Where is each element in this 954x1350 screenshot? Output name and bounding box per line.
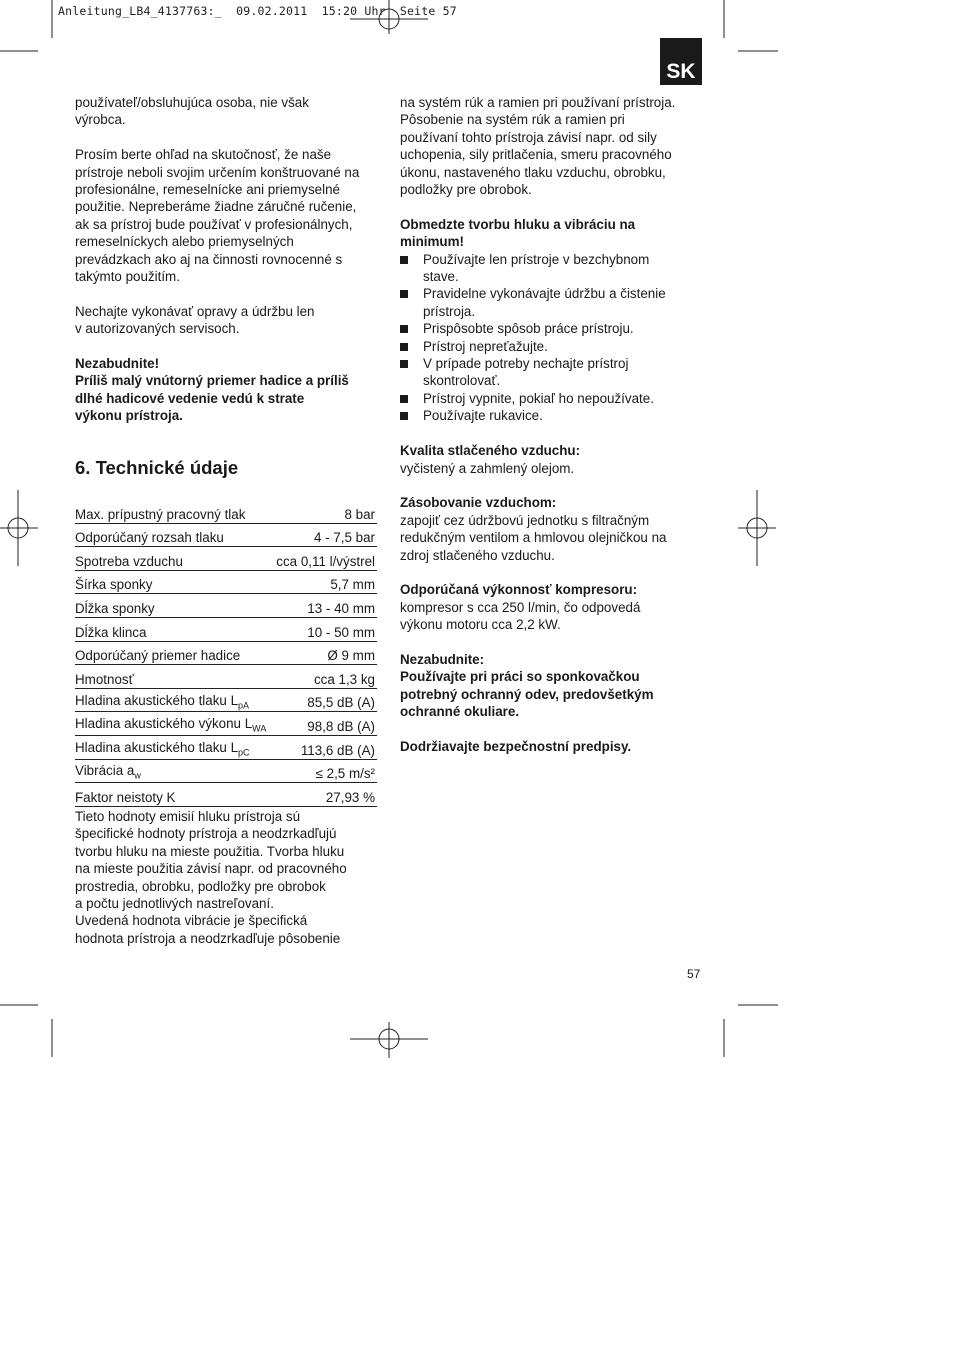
spec-value: cca 0,11 l/výstrel	[273, 547, 377, 571]
noise-bullet-list	[400, 251, 700, 425]
right-p1-line: používaní tohto prístroja závisí napr. od sily	[400, 129, 657, 145]
table-row	[75, 523, 377, 547]
list-item-text: Používajte len prístroje v bezchybnom	[423, 251, 650, 267]
emission-line: Tieto hodnoty emisií hluku prístroja sú	[75, 809, 301, 824]
spec-label: Odporúčaný priemer hadice	[75, 641, 273, 665]
list-item	[400, 390, 700, 407]
list-item	[400, 338, 700, 355]
bullet-square-icon	[400, 343, 408, 351]
list-item-text: skontrolovať.	[423, 373, 501, 389]
table-row	[75, 759, 377, 783]
reminder-line: ochranné okuliare.	[400, 704, 520, 720]
page-number: 57	[687, 967, 701, 981]
left-warning-line: výkonu prístroja.	[75, 408, 183, 424]
print-slug: Anleitung_LB4_4137763:_ 09.02.2011 15:20 Uhr Seite 57	[58, 4, 457, 18]
spec-value: 5,7 mm	[273, 570, 377, 594]
list-item	[400, 320, 700, 337]
compressor-line: výkonu motoru cca 2,2 kW.	[400, 617, 561, 633]
table-row	[75, 783, 377, 807]
left-p2-line: Prosím berte ohľad na skutočnosť, že naše	[75, 147, 332, 163]
list-item	[400, 251, 700, 286]
reminder-line: potrebný ochranný odev, predovšetkým	[400, 686, 654, 702]
list-item	[400, 285, 700, 320]
right-p1-line: uchopenia, sily pritlačenia, smeru pracovného	[400, 147, 672, 163]
compressor-title: Odporúčaná výkonnosť kompresoru:	[400, 582, 638, 598]
list-item-text: Prístroj nepreťažujte.	[423, 338, 548, 354]
list-item-text: prístroja.	[423, 303, 476, 319]
spec-label: Šírka sponky	[75, 570, 273, 594]
bullet-square-icon	[400, 325, 408, 333]
left-p2-line: remeselníckych alebo priemyselných	[75, 234, 294, 250]
spec-label-subscript: w	[134, 771, 141, 782]
table-row	[75, 594, 377, 618]
bullet-square-icon	[400, 360, 408, 368]
spec-value: 113,6 dB (A)	[273, 735, 377, 759]
language-code: SK	[666, 60, 696, 83]
left-column-emissions	[75, 808, 380, 947]
spec-label	[75, 712, 273, 736]
spec-label	[75, 735, 273, 759]
spec-label: Odporúčaný rozsah tlaku	[75, 523, 273, 547]
spec-value: 4 - 7,5 bar	[273, 523, 377, 547]
air-quality-text: vyčistený a zahmlený olejom.	[400, 460, 575, 476]
spec-label: Faktor neistoty K	[75, 783, 273, 807]
language-badge	[660, 38, 702, 85]
table-row	[75, 500, 377, 523]
safety-final: Dodržiavajte bezpečnostní predpisy.	[400, 738, 632, 754]
spec-value: 10 - 50 mm	[273, 617, 377, 641]
spec-label-subscript: pA	[238, 700, 250, 711]
spec-label: Spotreba vzduchu	[75, 547, 273, 571]
left-p1-line: používateľ/obsluhujúca osoba, nie však	[75, 95, 309, 110]
left-p2-line: prístroje neboli svojim určením konštruované na	[75, 164, 360, 180]
spec-value: 85,5 dB (A)	[273, 688, 377, 712]
spec-value: cca 1,3 kg	[273, 665, 377, 689]
air-supply-line: redukčným ventilom a hmlovou olejničkou na	[400, 530, 667, 546]
left-warning-line: dlhé hadicové vedenie vedú k strate	[75, 390, 305, 406]
left-p1-line: výrobca.	[75, 112, 126, 128]
table-row	[75, 641, 377, 665]
emission-line: a počtu jednotlivých nastreľovaní.	[75, 896, 274, 912]
right-p1-line: podložky pre obrobok.	[400, 182, 532, 198]
spec-label-text: Vibrácia a	[75, 763, 135, 779]
air-supply-line: zapojiť cez údržbovú jednotku s filtračným	[400, 512, 650, 528]
spec-value: 8 bar	[273, 500, 377, 523]
right-column	[400, 94, 700, 755]
bullet-square-icon	[400, 412, 408, 420]
spec-label: Hmotnosť	[75, 665, 273, 689]
list-item-text: Prispôsobte spôsob práce prístroju.	[423, 321, 634, 337]
right-p1-line: úkonu, nastaveného tlaku vzduchu, obrobku,	[400, 164, 666, 180]
left-p2-line: takýmto použitím.	[75, 269, 180, 285]
section-title: 6. Technické údaje	[75, 457, 239, 478]
spec-label: Dĺžka klinca	[75, 617, 273, 641]
reminder-line: Používajte pri práci so sponkovačkou	[400, 669, 640, 685]
left-p3-line: v autorizovaných servisoch.	[75, 321, 240, 337]
right-p1-line: na systém rúk a ramien pri používaní prístroja.	[400, 95, 676, 110]
bullet-square-icon	[400, 256, 408, 264]
spec-label-subscript: pC	[238, 747, 250, 758]
left-p3-line: Nechajte vykonávať opravy a údržbu len	[75, 303, 315, 319]
spec-label	[75, 759, 273, 783]
spec-value: 13 - 40 mm	[273, 594, 377, 618]
table-row	[75, 570, 377, 594]
table-row	[75, 688, 377, 712]
section-heading	[75, 457, 238, 479]
emission-line: špecifické hodnoty prístroja a neodzrkadľujú	[75, 826, 337, 842]
spec-label: Max. prípustný pracovný tlak	[75, 500, 273, 523]
left-p2-line: ak sa prístroj bude používať v profesionálnych,	[75, 216, 353, 232]
table-row	[75, 617, 377, 641]
spec-table	[75, 500, 377, 807]
noise-title: minimum!	[400, 234, 464, 250]
table-row	[75, 712, 377, 736]
emission-line: hodnota prístroja a neodzrkadľuje pôsobenie	[75, 930, 341, 946]
spec-value: 98,8 dB (A)	[273, 712, 377, 736]
noise-title: Obmedzte tvorbu hluku a vibráciu na	[400, 216, 636, 232]
spec-label-text: Hladina akustického tlaku L	[75, 739, 239, 755]
spec-value: 27,93 %	[273, 783, 377, 807]
bullet-square-icon	[400, 290, 408, 298]
bullet-square-icon	[400, 395, 408, 403]
spec-label: Dĺžka sponky	[75, 594, 273, 618]
table-row	[75, 547, 377, 571]
left-p2-line: profesionálne, remeselnícke ani priemyselné	[75, 182, 340, 198]
left-warning-line: Príliš malý vnútorný priemer hadice a príliš	[75, 373, 349, 389]
spec-label-text: Hladina akustického tlaku L	[75, 692, 239, 708]
spec-label	[75, 688, 273, 712]
compressor-line: kompresor s cca 250 l/min, čo odpovedá	[400, 599, 641, 615]
air-quality-title: Kvalita stlačeného vzduchu:	[400, 443, 581, 459]
air-supply-line: zdroj stlačeného vzduchu.	[400, 547, 555, 563]
spec-label-text: Hladina akustického výkonu L	[75, 716, 253, 732]
list-item	[400, 407, 700, 424]
list-item-text: Používajte rukavice.	[423, 408, 543, 424]
table-row	[75, 665, 377, 689]
list-item-text: Prístroj vypnite, pokiaľ ho nepoužívate.	[423, 390, 654, 406]
emission-line: na mieste použitia závisí napr. od pracovného	[75, 861, 347, 877]
emission-line: tvorbu hluku na mieste použitia. Tvorba hluku	[75, 843, 345, 859]
spec-value: Ø 9 mm	[273, 641, 377, 665]
list-item	[400, 355, 700, 390]
list-item-text: V prípade potreby nechajte prístroj	[423, 356, 629, 372]
reminder-line: Nezabudnite:	[400, 651, 485, 667]
list-item-text: Pravidelne vykonávajte údržbu a čistenie	[423, 286, 666, 302]
spec-label-subscript: WA	[252, 723, 267, 734]
left-p2-line: prevádzkach ako aj na činnosti rovnocenné s	[75, 251, 343, 267]
left-warning-line: Nezabudnite!	[75, 356, 160, 372]
left-p2-line: použitie. Nepreberáme žiadne záručné ručenie,	[75, 199, 357, 215]
air-supply-title: Zásobovanie vzduchom:	[400, 495, 557, 511]
spec-value: ≤ 2,5 m/s²	[273, 759, 377, 783]
right-p1-line: Pôsobenie na systém rúk a ramien pri	[400, 112, 625, 128]
emission-line: Uvedená hodnota vibrácie je špecifická	[75, 913, 308, 929]
table-row	[75, 735, 377, 759]
list-item-text: stave.	[423, 269, 459, 285]
emission-line: prostredia, obrobku, podložky pre obrobok	[75, 878, 326, 894]
left-column-intro	[75, 94, 380, 425]
